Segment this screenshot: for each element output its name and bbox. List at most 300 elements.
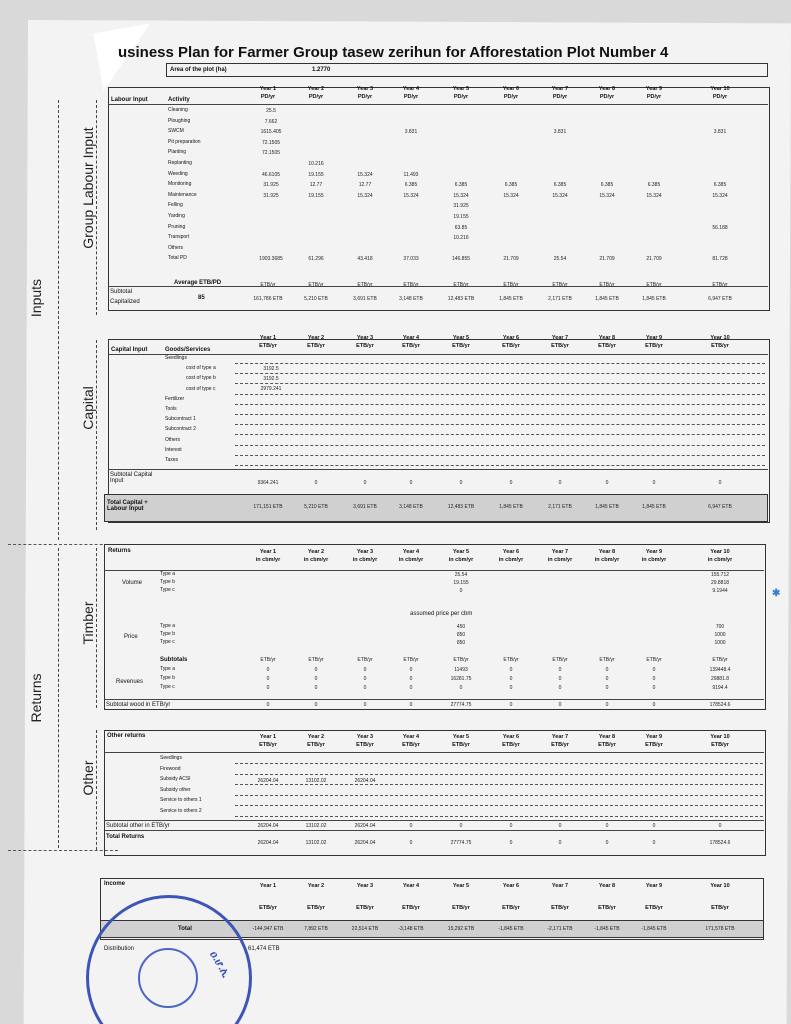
unit-header-8: PD/yr: [599, 94, 615, 100]
year-header-2: Year 2: [307, 549, 325, 555]
other-bracket-line: [96, 730, 97, 850]
labour-value-9-y5: 31.925: [453, 203, 469, 210]
volume-type-2: Type c: [160, 587, 175, 593]
income-total-y10: 171,578 ETB: [705, 926, 735, 932]
revenue-type-1: Type b: [160, 675, 176, 681]
price-type-0: Type a: [160, 623, 176, 629]
labour-value-8-y8: 15.324: [599, 192, 615, 199]
year-header-4: Year 4: [402, 734, 420, 740]
labour-value-7-y10: 6.385: [713, 182, 727, 189]
price-y5-0: 450: [456, 624, 466, 630]
timber-bracket-line: [96, 548, 97, 708]
labour-value-14-y10: 81.728: [712, 256, 728, 263]
unit-header-7: ETB/yr: [551, 742, 569, 748]
year-header-1: Year 1: [259, 734, 277, 740]
unit-header-3: in cbm/yr: [352, 557, 378, 563]
labour-value-12-y5: 10.216: [453, 235, 469, 242]
distribution-value: 61,474 ETB: [248, 946, 280, 952]
capital-total-y2: 5,210 ETB: [304, 504, 328, 510]
capital-total-y6: 1,845 ETB: [499, 504, 523, 510]
revenue-0-y10: 139448.4: [709, 667, 731, 673]
labour-value-7-y5: 6.385: [454, 182, 468, 189]
plot-area-value: 1.2770: [312, 67, 331, 73]
capital-item-3: cost of type c: [186, 385, 216, 392]
unit-header-1: ETB/yr: [259, 343, 277, 349]
volume-type-1: Type b: [160, 579, 176, 585]
unit-header-2: in cbm/yr: [303, 557, 329, 563]
capital-item-rule: [235, 363, 765, 364]
capital-header-rule: [108, 354, 768, 355]
timber-etb-8: ETB/yr: [599, 657, 615, 663]
activity-header: Activity: [168, 97, 190, 103]
labour-value-14-y1: 1903.3685: [259, 256, 283, 263]
labour-value-8-y9: 15.324: [646, 192, 662, 199]
unit-header-7: ETB/yr: [551, 343, 569, 349]
year-header-3: Year 3: [356, 734, 374, 740]
other-subtotal-y8: 0: [605, 823, 609, 829]
year-header-6: Year 6: [502, 734, 520, 740]
labour-value-11-y5: 63.85: [454, 224, 468, 231]
capital-total-y4: 3,148 ETB: [399, 504, 423, 510]
labour-header-rule: [108, 104, 768, 105]
capital-item-2: cost of type b: [186, 375, 216, 382]
revenue-1-y8: 0: [605, 676, 609, 682]
other-item-5: Service to others 2: [160, 807, 202, 814]
capital-total-y1: 171,151 ETB: [253, 504, 283, 510]
capital-total-y10: 6,947 ETB: [708, 504, 732, 510]
etb-unit-9: ETB/yr: [646, 282, 662, 288]
other-total-y9: 0: [652, 840, 656, 846]
stamp-text: ዐ.ሆ.ሊ: [207, 949, 232, 980]
labour-subtotal-y9: 1,845 ETB: [642, 296, 666, 302]
other-returns-header: Other returns: [107, 733, 146, 739]
income-unit-3: ETB/yr: [356, 905, 374, 911]
year-header-2: Year 2: [307, 86, 325, 92]
labour-subtotal-y3: 3,691 ETB: [353, 296, 377, 302]
activity-14: Total PD: [168, 255, 187, 262]
labour-value-8-y10: 15.324: [712, 192, 728, 199]
labour-input-label: Labour Input: [111, 97, 148, 103]
revenue-1-y1: 0: [266, 676, 270, 682]
revenues-label: Revenues: [116, 679, 144, 685]
other-total-y10: 178524.6: [709, 840, 731, 846]
labour-subtotal-y5: 12,483 ETB: [447, 296, 475, 302]
capital-item-5: Tools: [165, 406, 177, 412]
income-unit-6: ETB/yr: [502, 905, 520, 911]
revenue-0-y5: 11493: [454, 667, 468, 673]
capital-item-rule: [235, 445, 765, 446]
unit-header-2: ETB/yr: [307, 343, 325, 349]
other-subtotal-y5: 0: [459, 823, 463, 829]
year-header-2: Year 2: [307, 734, 325, 740]
activity-9: Felling: [168, 202, 183, 209]
other-total-y3: 26204.04: [354, 840, 376, 846]
labour-subtotal-y2: 5,210 ETB: [304, 296, 328, 302]
labour-value-0-y1: 25.5: [266, 108, 276, 114]
capital-item-rule: [235, 394, 765, 395]
unit-header-8: ETB/yr: [598, 742, 616, 748]
subsidy-acsi-y3: 26204.04: [354, 778, 376, 784]
labour-value-6-y4: 11.493: [403, 171, 419, 178]
year-header-7: Year 7: [551, 86, 569, 92]
labour-value-8-y4: 15.324: [403, 192, 419, 199]
unit-header-9: ETB/yr: [645, 343, 663, 349]
income-year-5: Year 5: [452, 883, 470, 889]
price-label: Price: [124, 634, 138, 640]
timber-header-rule: [104, 570, 764, 571]
other-item-2: Subsidy ACSI: [160, 776, 191, 782]
capital-subtotal-y10: 0: [718, 480, 722, 486]
labour-value-2-y4: 3.831: [404, 129, 418, 136]
price-y10-1: 1000: [714, 632, 726, 638]
capital-total-y9: 1,845 ETB: [642, 504, 666, 510]
labour-value-1-y1: 7.662: [264, 118, 278, 125]
seed-cost-2: 2979.241: [260, 386, 282, 393]
capital-subtotal-rule: [108, 469, 768, 470]
year-header-1: Year 1: [259, 335, 277, 341]
labour-value-2-y1: 1615.405: [260, 129, 282, 136]
labour-value-7-y8: 6.385: [600, 182, 614, 189]
year-header-9: Year 9: [645, 734, 663, 740]
labour-value-14-y2: 61.296: [308, 256, 324, 263]
labour-value-14-y6: 21.709: [503, 256, 519, 263]
capital-item-rule: [235, 424, 765, 425]
year-header-9: Year 9: [645, 86, 663, 92]
timber-etb-9: ETB/yr: [646, 657, 662, 663]
capital-item-10: Taxes: [165, 457, 179, 463]
revenue-1-y3: 0: [363, 676, 367, 682]
side-label-returns: Returns: [28, 673, 44, 723]
revenue-0-y1: 0: [266, 667, 270, 673]
labour-value-10-y5: 19.155: [453, 214, 469, 220]
returns-header: Returns: [108, 548, 131, 554]
capital-subtotal-label: Subtotal Capital Input: [110, 472, 153, 484]
other-subtotal-y7: 0: [558, 823, 562, 829]
timber-etb-2: ETB/yr: [308, 657, 324, 663]
subsidy-acsi-y1: 26204.04: [257, 778, 279, 784]
timber-etb-6: ETB/yr: [503, 657, 519, 663]
unit-header-1: PD/yr: [260, 94, 276, 100]
revenue-2-y2: 0: [314, 685, 318, 691]
year-header-5: Year 5: [452, 734, 470, 740]
year-header-8: Year 8: [598, 335, 616, 341]
unit-header-5: PD/yr: [453, 94, 469, 100]
income-year-2: Year 2: [307, 883, 325, 889]
year-header-6: Year 6: [502, 86, 520, 92]
unit-header-3: PD/yr: [357, 94, 373, 100]
etb-unit-3: ETB/yr: [357, 282, 373, 288]
seed-cost-0: 3192.5: [263, 366, 279, 372]
other-item-rule: [235, 763, 763, 764]
labour-value-11-y10: 56.188: [712, 224, 728, 231]
labour-value-14-y4: 37.033: [403, 256, 419, 263]
capital-item-rule: [235, 434, 765, 435]
other-total-y2: 13102.02: [305, 840, 327, 846]
timber-etb-7: ETB/yr: [552, 657, 568, 663]
income-header: Income: [104, 881, 126, 887]
revenue-2-y9: 0: [652, 685, 656, 691]
timber-subtotal-y10: 178524.6: [709, 702, 731, 708]
unit-header-3: ETB/yr: [356, 343, 374, 349]
side-label-capital: Capital: [80, 386, 96, 430]
income-total-y6: -1,845 ETB: [498, 926, 524, 932]
other-subtotal-y4: 0: [409, 823, 413, 829]
timber-etb-3: ETB/yr: [357, 657, 373, 663]
activity-10: Yarding: [168, 213, 185, 219]
income-total-label: Total: [178, 926, 192, 932]
capital-input-label: Capital Input: [111, 347, 148, 353]
income-year-1: Year 1: [259, 883, 277, 889]
labour-subtotal-y10: 6,947 ETB: [708, 296, 732, 302]
other-item-rule: [235, 805, 763, 806]
subtotal-wood-label: Subtotal wood in ETB/yr: [106, 702, 171, 708]
labour-value-3-y1: 72.1505: [261, 139, 281, 146]
volume-y10-2: 9.1944: [712, 588, 728, 594]
labour-value-7-y2: 12.77: [309, 182, 323, 189]
income-total-y4: -3,148 ETB: [398, 926, 424, 932]
income-total-y8: -1,845 ETB: [594, 926, 620, 932]
year-header-8: Year 8: [598, 549, 616, 555]
timber-subtotal-y7: 0: [558, 702, 562, 708]
revenue-2-y4: 0: [409, 685, 413, 691]
activity-0: Cleaning: [168, 107, 188, 113]
labour-value-14-y7: 25.54: [553, 256, 567, 263]
revenue-2-y7: 0: [558, 685, 562, 691]
other-item-rule: [235, 816, 763, 817]
labour-capitalized-label: Capitalized: [110, 299, 140, 305]
labour-subtotal-y4: 3,148 ETB: [399, 296, 423, 302]
year-header-8: Year 8: [598, 86, 616, 92]
other-item-rule: [235, 774, 763, 775]
capital-item-7: Subcontract 2: [165, 426, 196, 433]
capital-subtotal-y2: 0: [314, 480, 318, 486]
average-etb-label: Average ETB/PD: [174, 280, 222, 286]
activity-3: Pit preparation: [168, 138, 201, 145]
year-header-7: Year 7: [551, 549, 569, 555]
labour-value-7-y6: 6.385: [504, 182, 518, 189]
timber-etb-10: ETB/yr: [712, 657, 728, 663]
unit-header-9: in cbm/yr: [641, 557, 667, 563]
year-header-2: Year 2: [307, 335, 325, 341]
capital-item-rule: [235, 414, 765, 415]
year-header-3: Year 3: [356, 549, 374, 555]
labour-value-2-y7: 3.831: [553, 129, 567, 136]
unit-header-1: ETB/yr: [259, 742, 277, 748]
revenue-0-y6: 0: [509, 667, 513, 673]
etb-unit-5: ETB/yr: [453, 282, 469, 288]
volume-type-0: Type a: [160, 571, 176, 577]
income-year-6: Year 6: [502, 883, 520, 889]
capital-item-0: Seedlings: [165, 355, 187, 361]
labour-value-8-y6: 15.324: [503, 192, 519, 199]
revenue-type-2: Type c: [160, 684, 175, 690]
capital-subtotal-y9: 0: [652, 480, 656, 486]
capital-item-4: Fertilizer: [165, 395, 185, 402]
labour-value-6-y1: 46.6105: [261, 171, 281, 178]
official-stamp-emblem: [138, 948, 198, 1008]
revenue-0-y7: 0: [558, 667, 562, 673]
assumed-price-note: assumed price per cbm: [410, 611, 473, 617]
capital-subtotal-y6: 0: [509, 480, 513, 486]
income-unit-7: ETB/yr: [551, 905, 569, 911]
unit-header-10: PD/yr: [712, 94, 728, 100]
labour-value-6-y3: 15.324: [357, 171, 373, 178]
income-unit-1: ETB/yr: [259, 905, 277, 911]
etb-unit-8: ETB/yr: [599, 282, 615, 288]
unit-header-1: in cbm/yr: [255, 557, 281, 563]
capital-subtotal-y8: 0: [605, 480, 609, 486]
activity-13: Others: [168, 244, 184, 251]
income-year-7: Year 7: [551, 883, 569, 889]
unit-header-10: ETB/yr: [711, 742, 729, 748]
other-item-1: Firewood: [160, 765, 181, 772]
other-subtotal-y1: 26204.04: [257, 823, 279, 829]
labour-value-14-y8: 21.709: [599, 256, 615, 263]
revenue-0-y9: 0: [652, 667, 656, 673]
other-total-y8: 0: [605, 840, 609, 846]
activity-12: Transport: [168, 234, 190, 241]
timber-etb-5: ETB/yr: [453, 657, 469, 663]
unit-header-5: ETB/yr: [452, 343, 470, 349]
other-item-0: Seedlings: [160, 755, 182, 761]
capital-subtotal-y3: 0: [363, 480, 367, 486]
unit-header-6: ETB/yr: [502, 742, 520, 748]
unit-header-9: ETB/yr: [645, 742, 663, 748]
other-item-3: Subsidy other: [160, 786, 191, 793]
etb-unit-2: ETB/yr: [308, 282, 324, 288]
capital-total-y5: 12,483 ETB: [447, 504, 475, 510]
unit-header-4: in cbm/yr: [398, 557, 424, 563]
year-header-4: Year 4: [402, 549, 420, 555]
seed-cost-1: 3192.5: [263, 376, 279, 383]
income-unit-2: ETB/yr: [307, 905, 325, 911]
labour-value-8-y2: 19.155: [308, 192, 324, 199]
activity-5: Replanting: [168, 160, 192, 166]
revenue-0-y2: 0: [314, 667, 318, 673]
capital-item-rule: [235, 465, 765, 466]
other-header-rule: [104, 752, 764, 753]
labour-value-4-y1: 72.1505: [261, 150, 281, 157]
unit-header-9: PD/yr: [646, 94, 662, 100]
goods-services-header: Goods/Services: [165, 347, 211, 353]
year-header-5: Year 5: [452, 335, 470, 341]
year-header-10: Year 10: [710, 335, 730, 341]
year-header-10: Year 10: [710, 734, 730, 740]
timber-subtotal-rule: [104, 699, 764, 700]
capital-item-9: Interest: [165, 446, 182, 453]
income-year-3: Year 3: [356, 883, 374, 889]
revenue-2-y5: 0: [459, 685, 463, 691]
year-header-5: Year 5: [452, 86, 470, 92]
year-header-1: Year 1: [259, 549, 277, 555]
total-returns-label: Total Returns: [106, 834, 145, 840]
year-header-4: Year 4: [402, 86, 420, 92]
revenue-2-y3: 0: [363, 685, 367, 691]
capital-item-6: Subcontract 1: [165, 416, 196, 423]
year-header-5: Year 5: [452, 549, 470, 555]
timber-subtotal-y9: 0: [652, 702, 656, 708]
income-total-y7: -2,171 ETB: [547, 926, 573, 932]
income-total-y2: 7,892 ETB: [304, 926, 328, 932]
other-subtotal-y6: 0: [509, 823, 513, 829]
unit-header-10: ETB/yr: [711, 343, 729, 349]
labour-value-5-y2: 10.216: [308, 161, 324, 167]
year-header-7: Year 7: [551, 734, 569, 740]
side-label-timber: Timber: [80, 601, 96, 645]
income-total-y1: -144,947 ETB: [252, 926, 284, 932]
labour-value-14-y9: 21.709: [646, 256, 662, 263]
etb-unit-1: ETB/yr: [260, 282, 276, 288]
revenue-2-y8: 0: [605, 685, 609, 691]
side-label-other: Other: [80, 760, 96, 796]
plot-area-label: Area of the plot (ha): [170, 67, 227, 73]
etb-unit-10: ETB/yr: [712, 282, 728, 288]
year-header-4: Year 4: [402, 335, 420, 341]
average-etb-value: 85: [198, 295, 205, 301]
income-total-y3: 22,514 ETB: [351, 926, 379, 932]
capital-subtotal-y7: 0: [558, 480, 562, 486]
labour-value-7-y1: 31.925: [263, 182, 279, 189]
income-total-y5: 15,292 ETB: [447, 926, 475, 932]
volume-y5-1: 19.155: [453, 580, 469, 586]
activity-2: SWCM: [168, 128, 184, 135]
timber-subtotal-y4: 0: [409, 702, 413, 708]
etb-unit-4: ETB/yr: [403, 282, 419, 288]
capital-item-1: cost of type a: [186, 365, 216, 372]
timber-subtotal-y6: 0: [509, 702, 513, 708]
labour-value-14-y3: 43.418: [357, 256, 373, 263]
activity-8: Maintenance: [168, 191, 197, 198]
year-header-3: Year 3: [356, 335, 374, 341]
year-header-7: Year 7: [551, 335, 569, 341]
section-divider: [8, 544, 118, 545]
labour-value-6-y2: 19.155: [308, 171, 324, 178]
capital-subtotal-y1: 9364.241: [257, 480, 279, 486]
labour-table: [108, 87, 770, 311]
year-header-8: Year 8: [598, 734, 616, 740]
revenue-1-y4: 0: [409, 676, 413, 682]
capital-total-y3: 3,691 ETB: [353, 504, 377, 510]
total-capital-labour-label: Total Capital + Labour Input: [107, 500, 148, 512]
labour-subtotal-y8: 1,845 ETB: [595, 296, 619, 302]
unit-header-2: PD/yr: [308, 94, 324, 100]
other-total-y4: 0: [409, 840, 413, 846]
labour-value-8-y1: 31.925: [263, 192, 279, 199]
unit-header-3: ETB/yr: [356, 742, 374, 748]
timber-subtotal-y5: 27774.75: [450, 702, 472, 708]
price-type-2: Type c: [160, 639, 175, 645]
total-returns-rule: [104, 830, 764, 831]
income-year-4: Year 4: [402, 883, 420, 889]
unit-header-7: PD/yr: [552, 94, 568, 100]
revenue-0-y4: 0: [409, 667, 413, 673]
other-item-rule: [235, 795, 763, 796]
labour-value-14-y5: 146.855: [451, 256, 471, 263]
document-title: usiness Plan for Farmer Group tasew zerihun for Afforestation Plot Number 4: [118, 44, 669, 61]
timber-subtotal-y8: 0: [605, 702, 609, 708]
activity-7: Monitoring: [168, 181, 192, 188]
unit-header-6: PD/yr: [503, 94, 519, 100]
year-header-10: Year 10: [710, 549, 730, 555]
other-subtotal-y2: 13102.02: [305, 823, 327, 829]
labour-value-2-y10: 3.831: [713, 129, 727, 136]
etb-unit-7: ETB/yr: [552, 282, 568, 288]
timber-etb-4: ETB/yr: [403, 657, 419, 663]
income-total-y9: -1,845 ETB: [641, 926, 667, 932]
revenue-1-y6: 0: [509, 676, 513, 682]
margin-mark: ✱: [772, 588, 781, 599]
unit-header-4: ETB/yr: [402, 343, 420, 349]
